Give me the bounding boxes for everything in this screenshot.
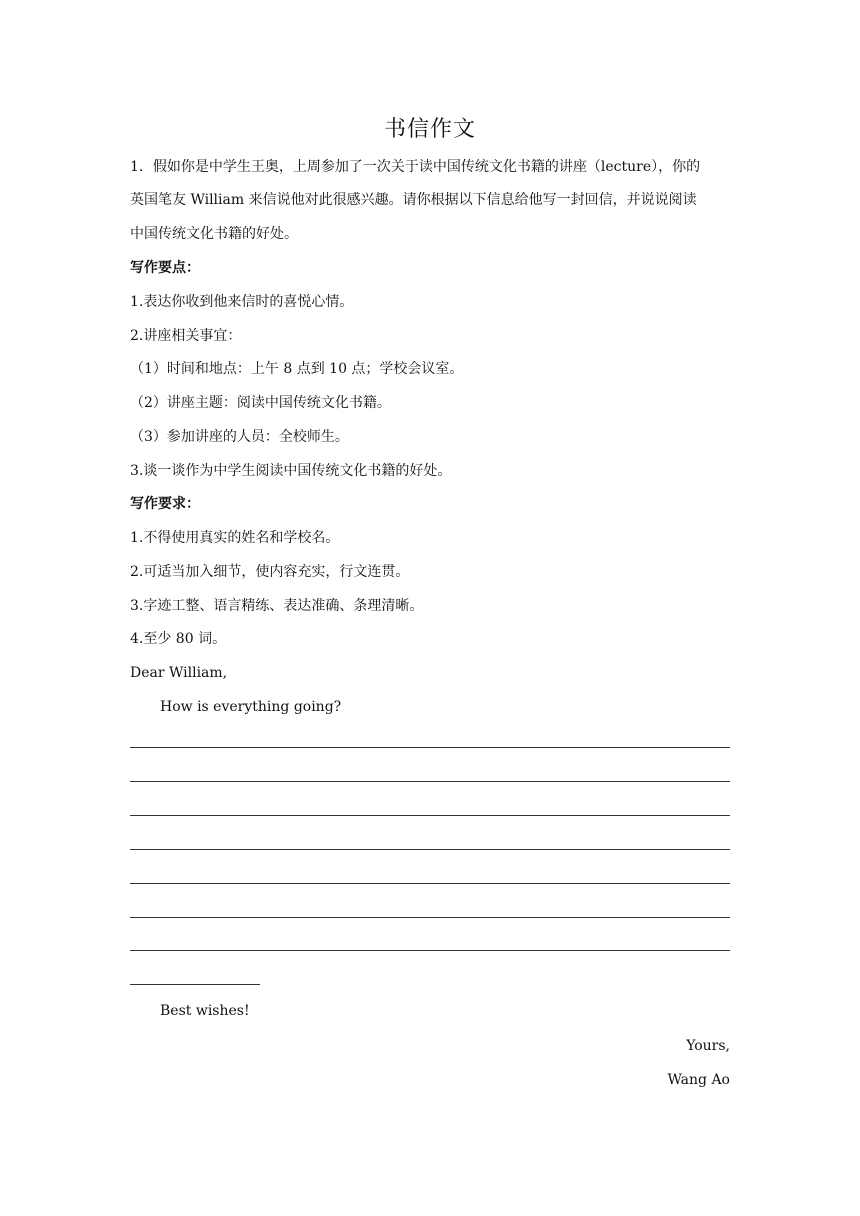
letter-signoff: Yours,: [686, 1038, 730, 1054]
writing-line: [130, 883, 730, 884]
writing-line-short: [130, 984, 260, 985]
letter-signature: Wang Ao: [667, 1072, 730, 1088]
point-2c: （3）参加讲座的人员：全校师生。: [130, 429, 349, 445]
points-heading: 写作要点：: [130, 260, 200, 276]
writing-line: [130, 917, 730, 918]
point-2b: （2）讲座主题：阅读中国传统文化书籍。: [130, 395, 391, 411]
writing-line: [130, 849, 730, 850]
requirements-heading: 写作要求：: [130, 496, 200, 512]
requirement-3: 3.字迹工整、语言精练、表达准确、条理清晰。: [130, 598, 424, 614]
point-3: 3.谈一谈作为中学生阅读中国传统文化书籍的好处。: [130, 463, 452, 479]
writing-line: [130, 815, 730, 816]
point-1: 1.表达你收到他来信时的喜悦心情。: [130, 294, 354, 310]
letter-closing: Best wishes!: [160, 1003, 250, 1019]
writing-line: [130, 747, 730, 748]
writing-line: [130, 950, 730, 951]
prompt-line-2: 英国笔友 William 来信说他对此很感兴趣。请你根据以下信息给他写一封回信，并说说阅读: [130, 192, 697, 208]
letter-salutation: Dear William,: [130, 665, 228, 681]
point-2a: （1）时间和地点：上午 8 点到 10 点；学校会议室。: [130, 361, 464, 377]
prompt-line-1: 1．假如你是中学生王奥，上周参加了一次关于读中国传统文化书籍的讲座（lecture），你的: [130, 159, 701, 175]
requirement-2: 2.可适当加入细节，使内容充实，行文连贯。: [130, 564, 410, 580]
prompt-line-3: 中国传统文化书籍的好处。: [130, 226, 298, 242]
letter-opening: How is everything going?: [160, 699, 342, 715]
requirement-1: 1.不得使用真实的姓名和学校名。: [130, 530, 340, 546]
requirement-4: 4.至少 80 词。: [130, 631, 227, 647]
writing-line: [130, 781, 730, 782]
point-2: 2.讲座相关事宜：: [130, 328, 242, 344]
page-title: 书信作文: [383, 117, 476, 142]
